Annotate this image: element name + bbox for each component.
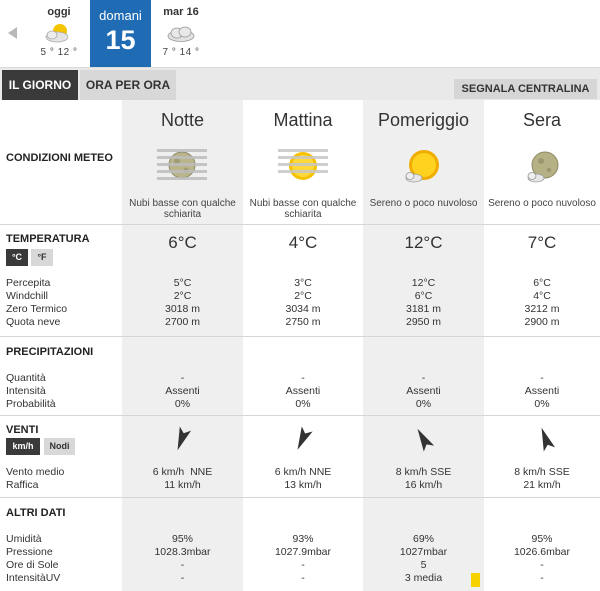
pressione-mattina: 1027.9mbar [274,546,332,558]
raffica-notte: 11 km/h [164,479,201,491]
day-tomorrow-name: domani [99,8,142,23]
quota-neve-pomeriggio: 2950 m [405,316,442,328]
zero-termico-sera: 3212 m [524,303,560,315]
label-ore-di-sole: Ore di Sole [6,559,59,571]
pressione-notte: 1028.3mbar [154,546,211,558]
period-sera: Sera [522,110,562,130]
day-next-temps: 7 ° 14 ° [162,47,200,58]
section-title-wind: VENTI [6,424,39,436]
condition-desc-notte: Nubi basse con qualche schiarita [129,198,236,220]
label-umidita: Umidità [6,533,42,545]
sun-small-cloud-icon [402,147,446,187]
quota-neve-sera: 2900 m [524,316,560,328]
vento-medio-mattina: 6 km/h NNE [274,466,332,478]
label-quota-neve: Quota neve [6,316,61,328]
windchill-pomeriggio: 6°C [414,290,433,302]
unit-kmh-button[interactable]: km/h [6,438,40,455]
percepita-pomeriggio: 12°C [411,277,436,289]
unit-fahrenheit-button[interactable]: °F [31,249,53,266]
label-quantita: Quantità [6,372,46,384]
day-selector [0,0,600,67]
percepita-sera: 6°C [533,277,551,289]
period-mattina: Mattina [273,110,333,130]
pressione-pomeriggio: 1027mbar [399,546,448,558]
windchill-sera: 4°C [533,290,551,302]
label-probabilita: Probabilità [6,398,56,410]
unit-knots-button[interactable]: Nodi [44,438,75,455]
umidita-mattina: 93% [292,533,314,545]
zero-termico-pomeriggio: 3181 m [405,303,442,315]
label-intensita-uv: IntensitàUV [6,572,61,584]
moon-small-cloud-icon [524,149,564,187]
section-other [0,497,600,591]
temperature-notte: 6°C [168,233,197,252]
raffica-mattina: 13 km/h [284,479,322,491]
probabilita-sera: 0% [534,398,550,410]
day-next-name: mar 16 [163,6,199,18]
uv-level-indicator [471,573,480,587]
tab-il-giorno[interactable]: IL GIORNO [2,70,78,100]
zero-termico-notte: 3018 m [164,303,201,315]
day-next[interactable] [153,0,209,66]
quantita-mattina: - [301,372,305,384]
intensita-uv-sera: - [540,572,544,584]
intensita-notte: Assenti [165,385,200,397]
sun-fog-icon [276,145,330,185]
intensita-pomeriggio: Assenti [406,385,441,397]
wind-arrow-icon [172,424,192,452]
day-tomorrow-number: 15 [105,25,136,55]
pressione-sera: 1026.6mbar [513,546,571,558]
quota-neve-notte: 2700 m [164,316,201,328]
quantita-notte: - [180,372,185,384]
tab-ora-per-ora[interactable]: ORA PER ORA [80,70,176,100]
probabilita-mattina: 0% [295,398,311,410]
intensita-sera: Assenti [524,385,560,397]
day-today[interactable] [30,0,88,66]
vento-medio-sera: 8 km/h SSE [514,466,570,478]
day-today-temps: 5 ° 12 ° [40,47,78,58]
section-title-temperature: TEMPERATURA [6,233,90,245]
section-wind [0,415,600,497]
view-tab-bar [0,67,600,100]
section-title-precipitation: PRECIPITAZIONI [6,346,94,358]
label-pressione: Pressione [6,546,53,558]
temperature-sera: 7°C [527,233,557,252]
label-intensita: Intensità [6,385,46,397]
report-station-button[interactable]: SEGNALA CENTRALINA [454,79,597,99]
quantita-pomeriggio: - [421,372,426,384]
section-precipitation [0,336,600,415]
intensita-uv-pomeriggio: 3 media [404,572,443,584]
section-temperature [0,224,600,336]
label-percepita: Percepita [6,277,51,289]
ore-di-sole-mattina: - [301,559,305,571]
condition-desc-mattina: Nubi basse con qualche schiarita [249,198,357,220]
wind-arrow-icon [536,426,556,454]
ore-di-sole-pomeriggio: 5 [420,559,427,571]
percepita-notte: 5°C [173,277,192,289]
wind-arrow-icon [293,424,313,452]
vento-medio-pomeriggio: 8 km/h SSE [395,466,452,478]
percepita-mattina: 3°C [294,277,312,289]
zero-termico-mattina: 3034 m [285,303,321,315]
label-windchill: Windchill [6,290,49,302]
previous-day-arrow-icon[interactable] [8,27,17,39]
period-notte: Notte [160,110,205,130]
label-vento-medio: Vento medio [6,466,65,478]
raffica-sera: 21 km/h [523,479,561,491]
temperature-pomeriggio: 12°C [404,233,443,252]
windchill-mattina: 2°C [294,290,312,302]
vento-medio-notte: 6 km/h NNE [152,466,213,478]
sun-cloud-icon [42,22,76,44]
day-tomorrow[interactable] [90,0,151,67]
probabilita-notte: 0% [174,398,191,410]
unit-celsius-button[interactable]: °C [6,249,28,266]
period-pomeriggio: Pomeriggio [377,110,470,130]
intensita-uv-mattina: - [301,572,305,584]
umidita-notte: 95% [171,533,193,545]
intensita-uv-notte: - [180,572,185,584]
umidita-sera: 95% [531,533,553,545]
moon-fog-icon [155,145,209,185]
section-title-other: ALTRI DATI [6,507,66,519]
condition-desc-pomeriggio: Sereno o poco nuvoloso [369,198,478,209]
label-raffica: Raffica [6,479,39,491]
wind-arrow-icon [414,426,434,454]
umidita-pomeriggio: 69% [412,533,434,545]
label-zero-termico: Zero Termico [6,303,68,315]
condition-desc-sera: Sereno o poco nuvoloso [488,198,596,209]
ore-di-sole-sera: - [540,559,544,571]
raffica-pomeriggio: 16 km/h [404,479,443,491]
quota-neve-mattina: 2750 m [285,316,321,328]
cloud-icon [164,22,198,44]
probabilita-pomeriggio: 0% [415,398,432,410]
windchill-notte: 2°C [173,290,192,302]
intensita-mattina: Assenti [285,385,321,397]
day-today-name: oggi [47,6,71,18]
temperature-mattina: 4°C [288,233,318,252]
section-title-conditions: CONDIZIONI METEO [6,152,113,164]
quantita-sera: - [540,372,544,384]
ore-di-sole-notte: - [180,559,185,571]
